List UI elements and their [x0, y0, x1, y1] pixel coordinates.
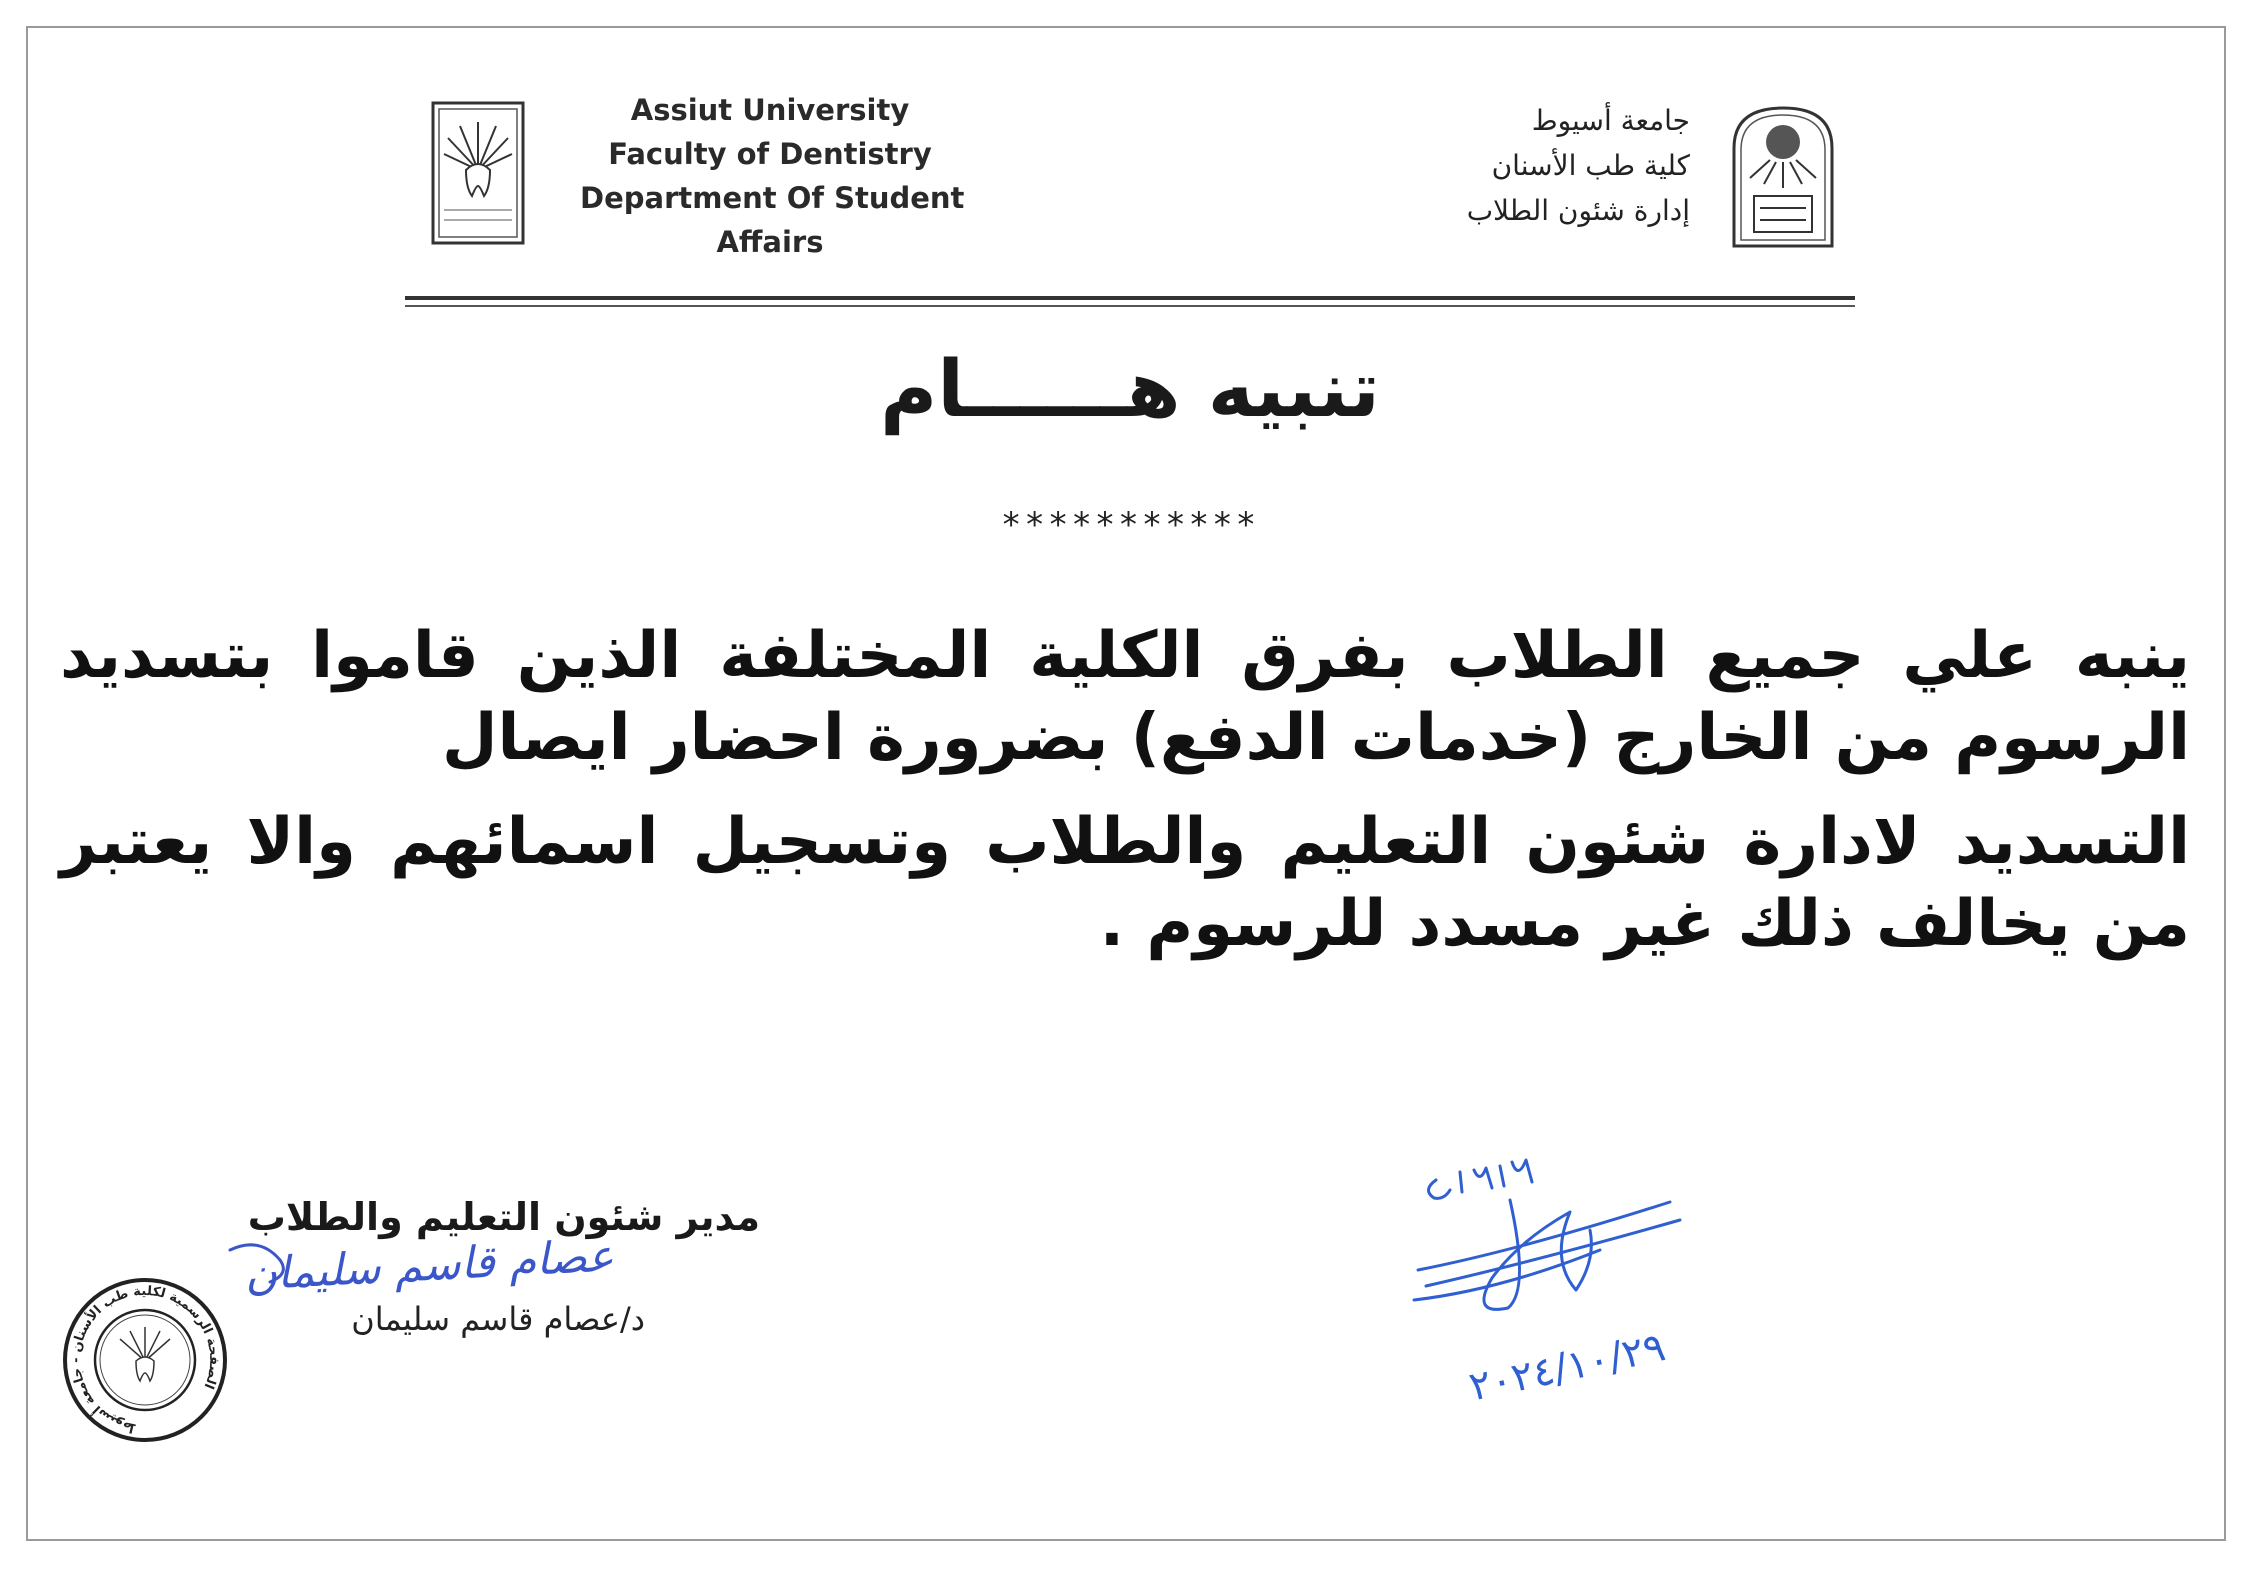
header-university-ar: جامعة أسيوط — [1531, 104, 1690, 137]
approval-date: ٢٠٢٤/١٠/٢٩ — [1465, 1324, 1670, 1411]
signatory-name: د/عصام قاسم سليمان — [351, 1300, 645, 1338]
header-affairs: Affairs — [716, 225, 824, 259]
official-stamp-icon — [60, 1275, 230, 1445]
header-university: Assiut University — [630, 93, 910, 127]
header-department: Department Of Student — [580, 181, 965, 215]
notice-paragraph-2: التسديد لادارة شئون التعليم والطلاب وتسجيل اسمائهم والا يعتبر من يخالف ذلك غير مسدد للرسوم . — [60, 805, 2190, 961]
header-faculty-ar: كلية طب الأسنان — [1491, 149, 1690, 182]
university-logo-icon — [1730, 104, 1836, 250]
english-header — [580, 88, 965, 264]
handwritten-name: عصام قاسم سليمان — [243, 1230, 616, 1301]
header-rule-thin — [405, 305, 1855, 307]
faculty-logo-icon — [430, 100, 526, 246]
notice-paragraph-1: ينبه علي جميع الطلاب بفرق الكلية المختلفة الذين قاموا بتسديد الرسوم من الخارج (خدمات الدفع) بضرورة احضار ايصال — [60, 619, 2190, 775]
header-rule-thick — [405, 296, 1855, 300]
header-faculty: Faculty of Dentistry — [608, 137, 932, 171]
header-department-ar: إدارة شئون الطلاب — [1466, 194, 1690, 227]
signatory-title: مدير شئون التعليم والطلاب — [247, 1195, 760, 1239]
notice-body — [60, 615, 2190, 987]
notice-title: تنبيه هــــــام — [880, 345, 1380, 435]
title-separator: *********** — [1000, 505, 1260, 545]
arabic-header — [1400, 98, 1690, 233]
stamp-text-path: الصفحة الرسمية لكلية طب الأسنان - جامعة أسيوط — [69, 1283, 222, 1436]
approval-signature-icon — [1400, 1140, 1740, 1420]
